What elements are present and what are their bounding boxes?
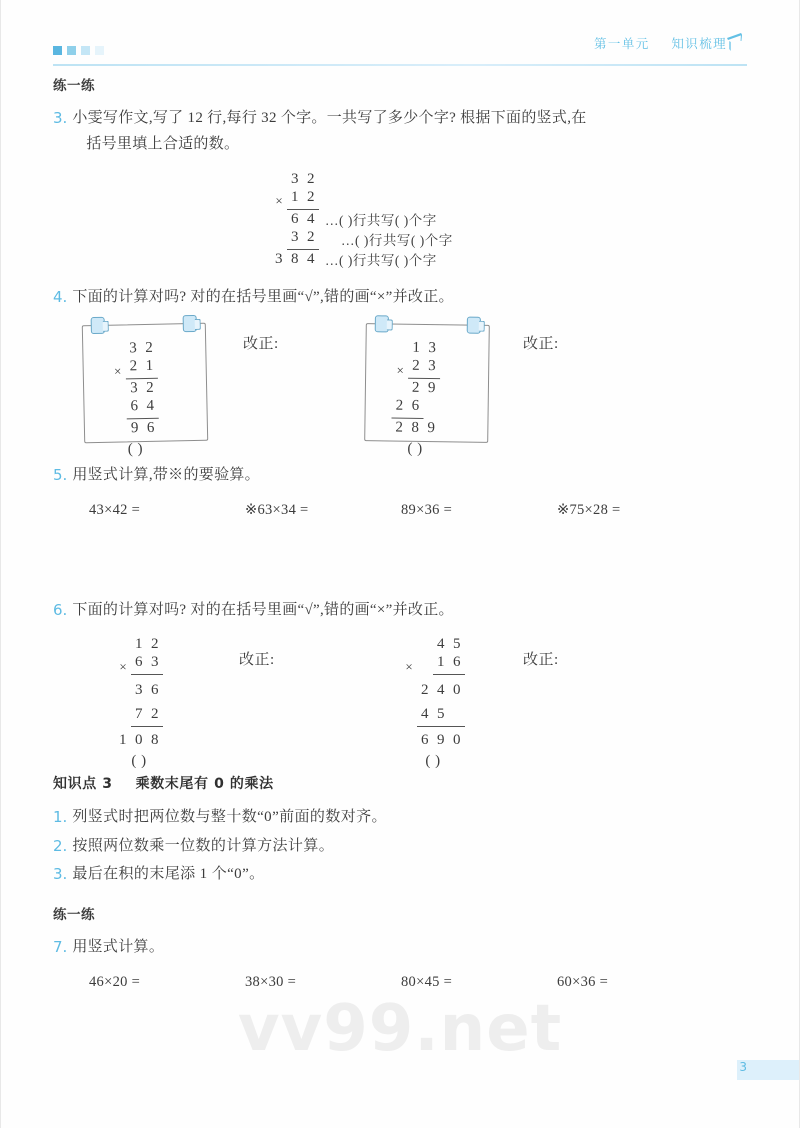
digit: 2: [145, 379, 155, 396]
q3-multiplicand: [287, 170, 319, 190]
digit: 5: [437, 706, 445, 723]
digit: 0: [453, 732, 461, 749]
digit: 9: [427, 419, 436, 437]
question-5-number: 5.: [53, 465, 68, 484]
knowledge-point-number: 知识点 3: [53, 776, 113, 793]
knowledge-point-item: [53, 803, 747, 832]
question-6-number: 6.: [53, 601, 68, 619]
question-7-text: 用竖式计算。: [72, 938, 165, 955]
multiplier: [125, 357, 157, 379]
answer-parenthesis[interactable]: ( ): [407, 440, 423, 457]
question-6: [53, 597, 747, 623]
question-3-text: [72, 105, 747, 158]
decor-square-2: [67, 46, 76, 55]
q3-total-row: [271, 250, 453, 270]
digit: 1: [437, 654, 445, 671]
digit: 3: [291, 228, 299, 245]
correction-label-1: 改正:: [243, 335, 279, 352]
partial-1: [417, 681, 465, 701]
knowledge-point-item: [53, 832, 747, 861]
total: [127, 419, 159, 439]
digit: 2: [151, 636, 159, 653]
digit: 5: [453, 636, 461, 653]
row-partial-2: [401, 701, 465, 727]
operator: ×: [396, 362, 404, 378]
digit: 1: [135, 636, 143, 653]
digit: 3: [135, 682, 143, 699]
q3-partial-2: [287, 228, 319, 250]
row-total: [111, 418, 159, 439]
q3-note-1: …( )行共写( )个字: [325, 212, 437, 228]
decor-square-1: [53, 46, 62, 55]
row-multiplier: [392, 358, 440, 379]
q3-note-3: …( )行共写( )个字: [325, 252, 437, 268]
digit: 8: [411, 419, 420, 436]
answer-parenthesis[interactable]: ( ): [127, 440, 144, 458]
q6-calc2-body: [401, 635, 465, 772]
q6-calculation-2: [401, 635, 465, 772]
multiplier: [131, 653, 163, 675]
kp-item-text: 按照两位数乘一位数的计算方法计算。: [72, 837, 335, 854]
digit: 9: [427, 379, 437, 397]
multiplier: [408, 357, 440, 379]
kp-item-text: 列竖式时把两位数与整十数“0”前面的数对齐。: [72, 809, 387, 826]
operator: ×: [405, 659, 413, 675]
question-7-number: 7.: [53, 937, 68, 956]
row-partial-1: [115, 675, 163, 701]
expression[interactable]: 89×36 =: [401, 502, 453, 518]
digit: 2: [151, 706, 159, 723]
digit: 3: [129, 380, 139, 397]
row-multiplier: [110, 358, 158, 379]
digit: 9: [437, 732, 445, 749]
knowledge-point-heading: [53, 773, 747, 793]
tape-clip-icon: [183, 315, 197, 332]
row-partial-2: [392, 398, 440, 419]
q3-note-2: …( )行共写( )个字: [341, 232, 453, 248]
digit: 1: [145, 357, 154, 374]
question-7-expressions: [53, 974, 747, 991]
correction-label-2: 改正:: [523, 335, 559, 352]
row-multiplicand: [392, 338, 440, 359]
digit: 4: [307, 210, 315, 227]
q6-calc1-body: [115, 635, 163, 772]
question-3-line-2: 括号里填上合适的数。: [86, 136, 240, 153]
sticky-note-2-calculation: [391, 338, 441, 459]
digit: 2: [307, 170, 315, 187]
header-divider: [53, 64, 747, 66]
worksheet-content: [53, 74, 747, 991]
digit: 3: [151, 654, 159, 671]
digit: 7: [135, 706, 143, 723]
digit: 1: [291, 188, 299, 205]
digit: 6: [453, 654, 461, 671]
digit: 9: [130, 420, 140, 437]
expression[interactable]: 46×20 =: [89, 974, 141, 990]
question-7: [53, 934, 747, 960]
q3-partial-2-row: [271, 230, 453, 250]
q4-box1-calc: [109, 338, 160, 460]
q3-multiplier-row: [271, 190, 453, 210]
partial-2: [126, 397, 158, 419]
practice-heading-top: 练一练: [53, 78, 95, 94]
correction-label-4: 改正:: [523, 652, 559, 669]
expression[interactable]: ※75×28 =: [557, 502, 621, 518]
operator: ×: [119, 659, 127, 675]
q3-multiplicand-row: [271, 170, 453, 190]
digit: 2: [411, 379, 421, 396]
digit: 0: [135, 732, 143, 749]
expression[interactable]: 60×36 =: [557, 974, 609, 990]
knowledge-point-title: 乘数末尾有 0 的乘法: [135, 776, 274, 793]
q3-total: [271, 250, 319, 270]
kp-item-number: 2.: [53, 836, 68, 855]
digit: 3: [428, 357, 437, 375]
row-total: [115, 727, 163, 751]
answer-parenthesis[interactable]: ( ): [425, 753, 441, 770]
sticky-note-1: [82, 322, 208, 458]
multiplicand: [131, 635, 163, 655]
tape-clip-icon: [467, 316, 481, 333]
digit: 0: [453, 682, 461, 699]
digit: 2: [129, 358, 138, 375]
watermark: vv99.net: [237, 992, 563, 1066]
question-6-calculations: [53, 635, 747, 770]
graduation-cap-icon: [725, 32, 743, 52]
q4-box2-calc: [391, 338, 441, 459]
digit: 4: [437, 636, 445, 653]
row-multiplier: [401, 655, 465, 675]
expression[interactable]: 43×42 =: [89, 502, 141, 518]
operator: ×: [113, 363, 122, 379]
partial-2: [417, 705, 465, 727]
digit: 6: [146, 419, 156, 436]
digit: 6: [135, 654, 143, 671]
decor-square-3: [81, 46, 90, 55]
digit: 6: [411, 397, 420, 414]
page-number: 3: [739, 1060, 747, 1074]
digit: 4: [146, 397, 155, 414]
row-partial-2: [110, 398, 158, 419]
correction-label-3: 改正:: [239, 652, 275, 669]
digit: 2: [395, 419, 404, 436]
question-4-sticky-notes: [53, 318, 747, 458]
question-4-number: 4.: [53, 287, 68, 306]
q3-multiplier: [287, 188, 319, 210]
total: [391, 418, 439, 438]
digit: 1: [412, 339, 421, 356]
expression[interactable]: 80×45 =: [401, 974, 453, 990]
partial-1: [131, 681, 163, 701]
digit: 6: [421, 732, 429, 749]
sticky-note-1-calculation: [109, 338, 160, 460]
row-multiplicand: [401, 635, 465, 655]
digit: 2: [421, 682, 429, 699]
answer-parenthesis[interactable]: ( ): [131, 753, 147, 770]
kp-item-number: 1.: [53, 808, 68, 827]
digit: 4: [421, 706, 429, 723]
q3-partial-1-row: [271, 210, 453, 230]
row-multiplicand: [115, 635, 163, 655]
digit: 3: [291, 170, 299, 187]
digit: 8: [151, 732, 159, 749]
digit: 4: [307, 250, 315, 267]
q3-operator: ×: [275, 193, 283, 209]
digit: 2: [395, 397, 404, 414]
digit: 6: [130, 398, 139, 415]
expression[interactable]: ※63×34 =: [245, 502, 309, 518]
row-total: [401, 727, 465, 751]
digit: 3: [275, 250, 283, 267]
row-partial-2: [115, 701, 163, 727]
digit: 8: [291, 250, 299, 267]
multiplicand: [433, 635, 465, 655]
digit: 2: [412, 357, 421, 374]
row-multiplier: [115, 655, 163, 675]
decor-square-4: [95, 46, 104, 55]
row-total: [391, 418, 439, 439]
digit: 2: [307, 228, 315, 245]
tape-clip-icon: [375, 315, 389, 332]
digit: 6: [151, 682, 159, 699]
kp-item-text: 最后在积的末尾添 1 个“0”。: [72, 866, 265, 883]
digit: 6: [291, 210, 299, 227]
header-section: 知识梳理: [671, 36, 727, 51]
partial-1: [408, 379, 440, 399]
multiplicand: [408, 339, 440, 359]
tape-clip-icon: [91, 317, 105, 334]
question-3: [53, 105, 747, 158]
q3-partial-1: [287, 210, 319, 230]
question-4-text: 下面的计算对吗? 对的在括号里画“√”,错的画“×”并改正。: [72, 288, 454, 305]
question-6-text: 下面的计算对吗? 对的在括号里画“√”,错的画“×”并改正。: [72, 602, 454, 618]
question-3-vertical-calculation: [271, 170, 747, 270]
header-decoration-squares: [53, 46, 104, 55]
question-4: [53, 284, 747, 310]
partial-2: [392, 396, 424, 418]
practice-heading-bottom: 练一练: [53, 906, 95, 923]
digit: 1: [119, 732, 127, 749]
header-title: [594, 34, 727, 52]
digit: 4: [437, 682, 445, 699]
question-5-text: 用竖式计算,带※的要验算。: [72, 466, 260, 483]
digit: 3: [129, 340, 138, 357]
q6-calculation-1: [115, 635, 163, 772]
digit: 2: [307, 188, 315, 205]
sticky-note-2: [364, 323, 490, 457]
question-5: [53, 462, 747, 488]
page-header: [1, 34, 799, 68]
total: [417, 731, 465, 751]
digit: 2: [145, 339, 154, 356]
header-unit: 第一单元: [594, 36, 650, 51]
kp-item-number: 3.: [53, 865, 68, 884]
multiplier: [433, 653, 465, 675]
partial-2: [131, 705, 163, 727]
total: [115, 731, 163, 751]
q3-calc-body: [271, 170, 453, 270]
knowledge-point-item: [53, 860, 747, 889]
row-partial-1: [401, 675, 465, 701]
digit: 3: [428, 339, 437, 357]
question-3-number: 3.: [53, 109, 68, 127]
question-5-expressions: [53, 502, 747, 519]
question-3-line-1: 小雯写作文,写了 12 行,每行 32 个字。一共写了多少个字? 根据下面的竖式,在: [72, 110, 587, 126]
expression[interactable]: 38×30 =: [245, 974, 297, 990]
